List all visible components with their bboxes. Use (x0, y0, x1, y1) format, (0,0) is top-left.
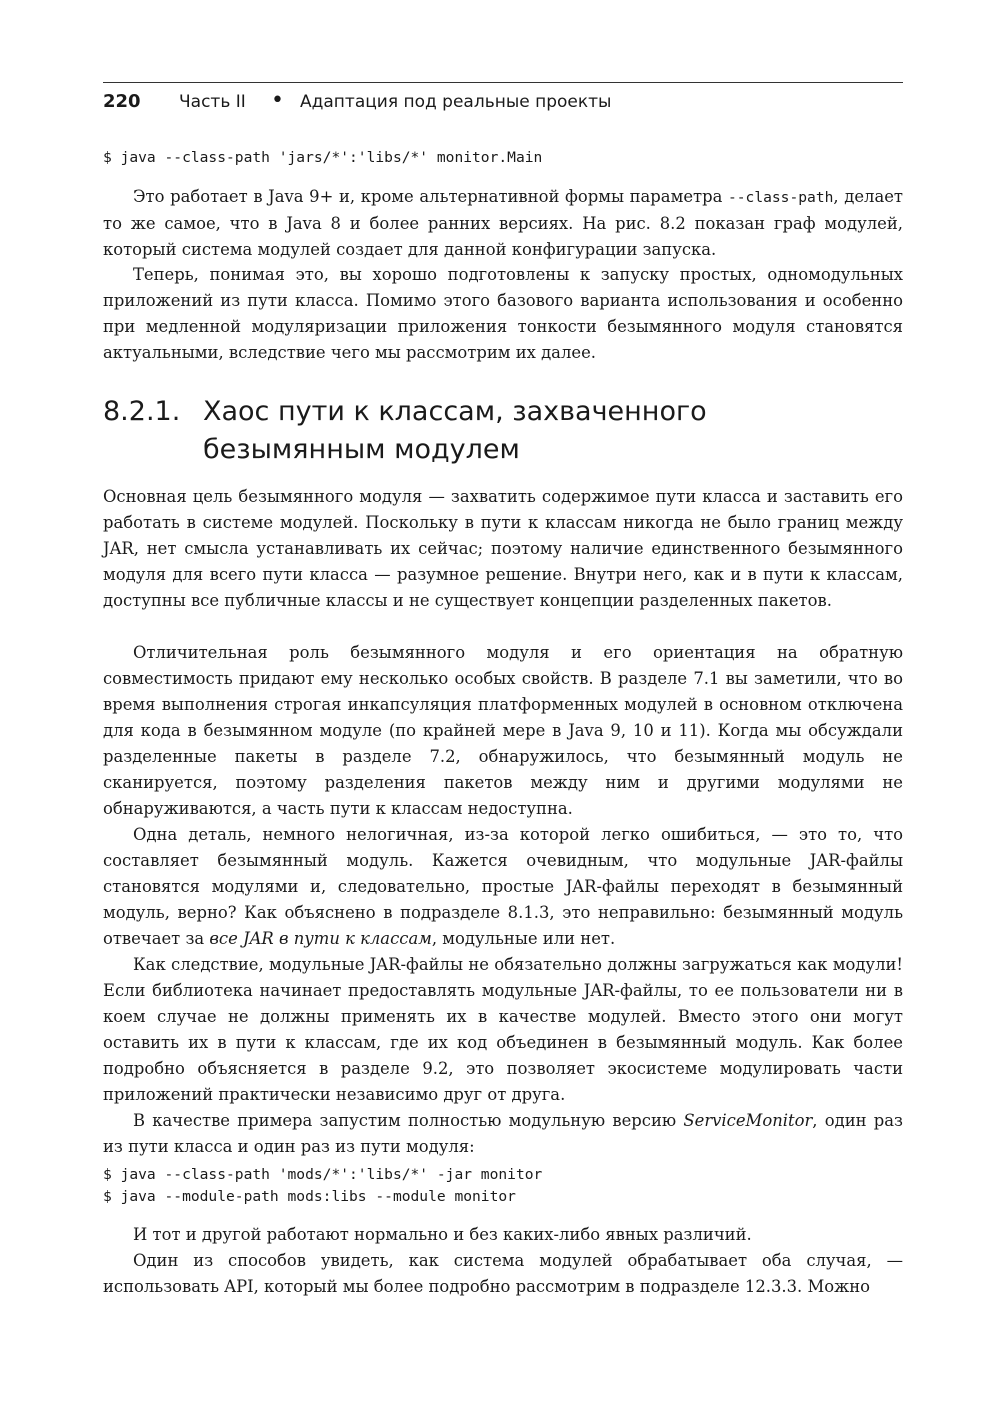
paragraph-8: И тот и другой работают нормально и без каких-либо явных различий. (133, 1225, 752, 1244)
paragraph-7: В качестве примера запустим полностью модульную версию ServiceMonitor, один раз из пути класса и один раз из пути модуля: (103, 1111, 903, 1156)
paragraph-4: Отличительная роль безымянного модуля и его ориентация на обратную совместимость придают ему несколько особых свойств. В разделе 7.1 вы заметили, что во время выполнения строгая инкапсуляция платформенных модулей в основном отключена для кода в безымянном модуле (по крайней мере в Java 9, 10 и 11). Когда мы обсуждали разделенные пакеты в разделе 7.2, обнаружилось, что безымянный модуль не сканируется, поэтому разделения пакетов между ним и другими модулями не обнаруживаются, а часть пути к классам недоступна. (103, 643, 903, 818)
paragraph-2: Теперь, понимая это, вы хорошо подготовлены к запуску простых, одномодульных приложений из пути класса. Помимо этого базового варианта использования и особенно при медленной модуляризации приложения тонкости безымянного модуля становятся актуальными, вследствие чего мы рассмотрим их далее. (103, 265, 903, 362)
section-number: 8.2.1. (103, 396, 181, 427)
page-number: 220 (103, 91, 141, 112)
inline-code: --class-path (727, 189, 834, 206)
running-header (103, 88, 903, 116)
paragraph-5: Одна деталь, немного нелогичная, из-за которой легко ошибиться, — это то, что составляет безымянный модуль. Кажется очевидным, что модульные JAR-файлы становятся модулями и, следовательно, простые JAR-файлы переходят в безымянный модуль, верно? Как объяснено в подразделе 8.1.3, это неправильно: безымянный модуль отвечает за все JAR в пути к классам, модульные или нет. (103, 825, 903, 948)
header-rule (103, 82, 903, 83)
emphasis: ServiceMonitor (683, 1111, 813, 1130)
paragraph-3: Основная цель безымянного модуля — захватить содержимое пути класса и заставить его работать в системе модулей. Поскольку в пути к классам никогда не было границ между JAR, нет смысла устанавливать их сейчас; поэтому наличие единственного безымянного модуля для всего пути класса — разумное решение. Внутри него, как и в пути к классам, доступны все публичные классы и не существует концепции разделенных пакетов. (103, 487, 903, 610)
header-part: Часть II (179, 92, 246, 112)
section-title: Хаос пути к классам, захваченного безымянным модулем (203, 396, 707, 465)
code-block-2-line-1: $ java --class-path 'mods/*':'libs/*' -jar monitor (103, 1166, 543, 1183)
header-bullet: • (271, 88, 284, 113)
code-block-2-line-2: $ java --module-path mods:libs --module monitor (103, 1188, 516, 1205)
emphasis: все JAR в пути к классам (209, 929, 432, 948)
code-block-1: $ java --class-path 'jars/*':'libs/*' monitor.Main (103, 149, 543, 166)
header-title: Адаптация под реальные проекты (300, 92, 612, 112)
paragraph-6: Как следствие, модульные JAR-файлы не обязательно должны загружаться как модули! Если библиотека начинает предоставлять модульные JAR-файлы, то ее пользователи ни в коем случае не должны применять их в качестве модулей. Вместо этого они могут оставить их в пути к классам, где их код объединен в безымянный модуль. Как более подробно объясняется в разделе 9.2, это позволяет экосистеме модулировать части приложений практически независимо друг от друга. (103, 955, 903, 1104)
paragraph-1: Это работает в Java 9+ и, кроме альтернативной формы параметра --class-path, делает то же самое, что в Java 8 и более ранних версиях. На рис. 8.2 показан граф модулей, который система модулей создает для данной конфигурации запуска. (103, 187, 903, 259)
paragraph-9: Один из способов увидеть, как система модулей обрабатывает оба случая, — использовать API, который мы более подробно рассмотрим в подразделе 12.3.3. Можно (103, 1251, 903, 1296)
